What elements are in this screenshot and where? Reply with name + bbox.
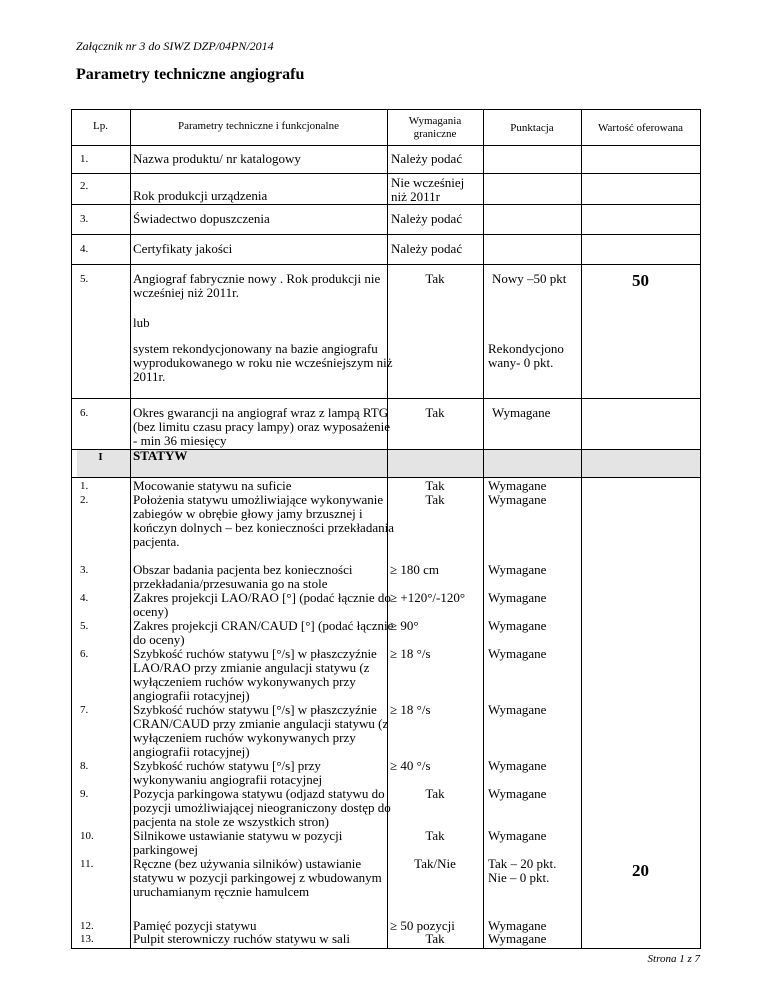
- row-parameter: angiografii rotacyjnej): [133, 688, 250, 703]
- row-parameter: wyłączeniem ruchów wykonywanych przy: [133, 674, 356, 689]
- row-parameter: - min 36 miesięcy: [133, 433, 227, 448]
- row-parameter: Pozycja parkingowa statywu (odjazd statywu do: [133, 786, 385, 801]
- row-score: Wymagane: [488, 758, 547, 773]
- row-requirement: niż 2011r: [391, 189, 440, 204]
- row-score-alt: wany- 0 pkt.: [488, 355, 554, 370]
- row-parameter: Szybkość ruchów statywu [°/s] w płaszczyźnie: [133, 646, 377, 661]
- row-number: 3.: [80, 564, 89, 576]
- row-parameter: Zakres projekcji LAO/RAO [°] (podać łącznie do: [133, 590, 391, 605]
- row-offered-value: 50: [632, 271, 649, 290]
- row-requirement: Należy podać: [391, 241, 463, 256]
- row-parameter: Nazwa produktu/ nr katalogowy: [133, 151, 301, 166]
- row-parameter: CRAN/CAUD przy zmianie angulacji statywu (z: [133, 716, 389, 731]
- row-parameter: (bez limitu czasu pracy lampy) oraz wyposażenie: [133, 419, 390, 434]
- row-requirement: Należy podać: [391, 151, 463, 166]
- row-parameter: do oceny): [133, 632, 185, 647]
- row-requirement: ≥ 18 °/s: [390, 702, 431, 717]
- row-parameter: uruchamianym ręcznie hamulcem: [133, 884, 310, 899]
- row-score: Wymagane: [488, 646, 547, 661]
- row-requirement: ≥ +120°/-120°: [390, 590, 466, 605]
- col-header-req: graniczne: [413, 128, 457, 140]
- row-parameter: pozycji umożliwiającej nieograniczony dostęp do: [133, 800, 391, 815]
- row-parameter: Angiograf fabrycznie nowy . Rok produkcji nie: [133, 271, 381, 286]
- row-parameter: wcześniej niż 2011r.: [133, 285, 240, 300]
- col-header-params: Parametry techniczne i funkcjonalne: [178, 120, 339, 132]
- row-score: Wymagane: [488, 492, 547, 507]
- row-requirement: Tak: [425, 828, 445, 843]
- row-parameter: Okres gwarancji na angiograf wraz z lampą RTG: [133, 405, 389, 420]
- row-parameter: przekładania/przesuwania go na stole: [133, 576, 328, 591]
- row-parameter: Położenia statywu umożliwiające wykonywanie: [133, 492, 384, 507]
- row-number: 1.: [80, 153, 89, 165]
- row-score: Nie – 0 pkt.: [488, 870, 550, 885]
- row-parameter: pacjenta.: [133, 534, 180, 549]
- row-parameter: Zakres projekcji CRAN/CAUD [°] (podać łącznie: [133, 618, 394, 633]
- row-parameter: wyłączeniem ruchów wykonywanych przy: [133, 730, 356, 745]
- row-parameter: Szybkość ruchów statywu [°/s] przy: [133, 758, 321, 773]
- row-requirement: Tak: [425, 492, 445, 507]
- row-requirement: ≥ 180 cm: [390, 562, 440, 577]
- row-offered-value: 20: [632, 861, 649, 880]
- col-header-score: Punktacja: [510, 122, 554, 134]
- page-number: Strona 1 z 7: [647, 953, 700, 965]
- row-parameter: Pulpit sterowniczy ruchów statywu w sali: [133, 931, 350, 946]
- row-score: Wymagane: [488, 828, 547, 843]
- row-score-alt: Rekondycjono: [488, 341, 564, 356]
- row-parameter: wykonywaniu angiografii rotacyjnej: [133, 772, 323, 787]
- row-parameter-or: lub: [133, 315, 150, 330]
- row-number: 10.: [80, 830, 94, 842]
- row-parameter: angiografii rotacyjnej): [133, 744, 250, 759]
- row-score: Tak – 20 pkt.: [488, 856, 557, 871]
- row-parameter: Silnikowe ustawianie statywu w pozycji: [133, 828, 343, 843]
- col-header-value: Wartość oferowana: [598, 122, 683, 134]
- row-number: 7.: [80, 704, 89, 716]
- row-number: 13.: [80, 933, 94, 945]
- col-header-lp: Lp.: [93, 120, 108, 132]
- row-number: 4.: [80, 243, 89, 255]
- row-requirement: Tak: [425, 931, 445, 946]
- row-score: Wymagane: [488, 931, 547, 946]
- row-score: Nowy –50 pkt: [492, 271, 567, 286]
- row-number: 5.: [80, 620, 89, 632]
- row-score: Wymagane: [488, 478, 547, 493]
- row-score: Wymagane: [488, 786, 547, 801]
- row-parameter: Świadectwo dopuszczenia: [133, 211, 270, 226]
- row-score: Wymagane: [488, 590, 547, 605]
- page-header: Załącznik nr 3 do SIWZ DZP/04PN/2014: [76, 39, 274, 53]
- row-parameter: Certyfikaty jakości: [133, 241, 233, 256]
- row-number: 8.: [80, 760, 89, 772]
- row-parameter: LAO/RAO przy zmianie angulacji statywu (z: [133, 660, 370, 675]
- row-parameter: Obszar badania pacjenta bez konieczności: [133, 562, 353, 577]
- page-title: Parametry techniczne angiografu: [76, 66, 305, 83]
- row-requirement: Tak: [425, 786, 445, 801]
- row-score: Wymagane: [488, 702, 547, 717]
- row-parameter: zabiegów w obrębie głowy jamy brzusznej i: [133, 506, 363, 521]
- row-parameter: statywu w pozycji parkingowej z wbudowanym: [133, 870, 382, 885]
- row-score: Wymagane: [488, 618, 547, 633]
- row-requirement: ≥ 50 pozycji: [390, 918, 455, 933]
- row-requirement: Nie wcześniej: [391, 175, 465, 190]
- row-score: Wymagane: [492, 405, 551, 420]
- row-parameter: Rok produkcji urządzenia: [133, 188, 268, 203]
- row-score: Wymagane: [488, 562, 547, 577]
- row-number: 6.: [80, 648, 89, 660]
- section-label: STATYW: [133, 448, 188, 463]
- row-parameter: Pamięć pozycji statywu: [133, 918, 257, 933]
- row-requirement: Tak/Nie: [414, 856, 456, 871]
- row-parameter: parkingowej: [133, 842, 198, 857]
- row-requirement: ≥ 18 °/s: [390, 646, 431, 661]
- row-number: 5.: [80, 273, 89, 285]
- section-number: I: [98, 451, 103, 463]
- row-score: Wymagane: [488, 918, 547, 933]
- col-header-req: Wymagania: [408, 115, 462, 127]
- row-parameter: oceny): [133, 604, 169, 619]
- row-parameter: kończyn dolnych – bez konieczności przekładania: [133, 520, 394, 535]
- row-number: 11.: [80, 858, 94, 870]
- row-number: 2.: [80, 180, 89, 192]
- row-number: 4.: [80, 592, 89, 604]
- row-parameter: Szybkość ruchów statywu [°/s] w płaszczyźnie: [133, 702, 377, 717]
- row-number: 1.: [80, 480, 89, 492]
- row-parameter-alt: wyprodukowanego w roku nie wcześniejszym niż: [133, 355, 393, 370]
- row-parameter: Ręczne (bez używania silników) ustawianie: [133, 856, 362, 871]
- row-number: 3.: [80, 213, 89, 225]
- row-parameter: pacjenta na stole ze wszystkich stron): [133, 814, 330, 829]
- row-parameter-alt: system rekondycjonowany na bazie angiografu: [133, 341, 378, 356]
- row-requirement: Tak: [425, 271, 445, 286]
- row-number: 12.: [80, 920, 94, 932]
- row-parameter-alt: 2011r.: [133, 369, 166, 384]
- row-requirement: Tak: [425, 405, 445, 420]
- row-requirement: Tak: [425, 478, 445, 493]
- row-number: 6.: [80, 407, 89, 419]
- row-number: 9.: [80, 788, 89, 800]
- row-requirement: ≥ 90°: [390, 618, 419, 633]
- row-number: 2.: [80, 494, 89, 506]
- row-parameter: Mocowanie statywu na suficie: [133, 478, 292, 493]
- row-requirement: Należy podać: [391, 211, 463, 226]
- row-requirement: ≥ 40 °/s: [390, 758, 431, 773]
